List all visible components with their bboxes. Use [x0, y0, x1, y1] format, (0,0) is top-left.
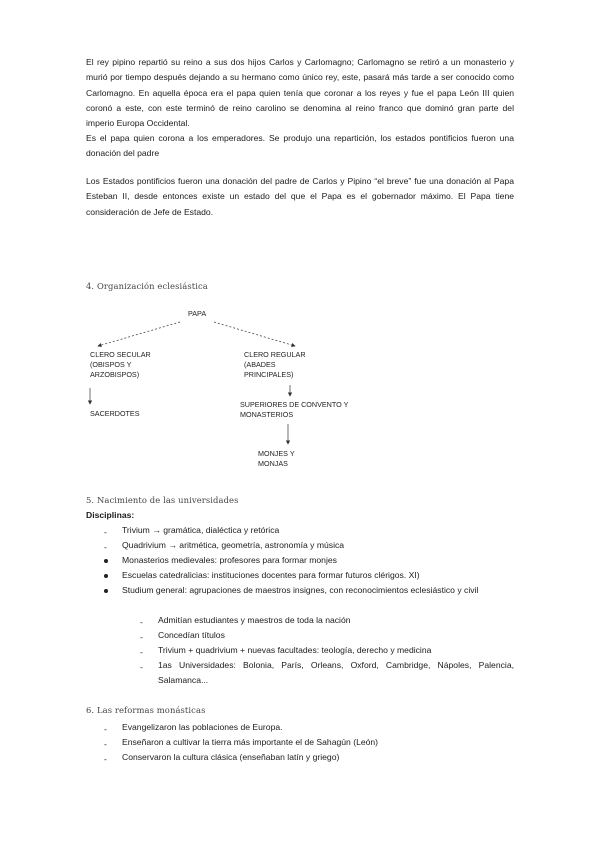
- connector-papa-regular: [214, 322, 295, 346]
- chart-node-superiores: SUPERIORES DE CONVENTO Y MONASTERIOS: [240, 400, 349, 419]
- bullet-dot: [104, 559, 108, 563]
- list-item-cultivar: Enseñaron a cultivar la tierra más importante el de Sahagún (León): [122, 737, 379, 747]
- list-item-cultura-clasica: Conservaron la cultura clásica (enseñaban latín y griego): [122, 752, 340, 762]
- bullet-dot: [104, 574, 108, 578]
- bullet-dot: [104, 589, 108, 593]
- list-item-monasterios: Monasterios medievales: profesores para formar monjes: [122, 555, 337, 565]
- sublist-item-facultades: Trivium + quadrivium + nuevas facultades: teología, derecho y medicina: [158, 645, 432, 655]
- section-heading-reformas: 6. Las reformas monásticas: [86, 705, 206, 715]
- sublist-item-titulos: Concedían títulos: [158, 630, 225, 640]
- list-dash: -: [104, 527, 107, 537]
- chart-node-clero-secular: CLERO SECULAR (OBISPOS Y ARZOBISPOS): [90, 350, 151, 379]
- list-dash: -: [104, 739, 107, 749]
- list-item-evangelizaron: Evangelizaron las poblaciones de Europa.: [122, 722, 283, 732]
- list-dash: -: [140, 647, 143, 657]
- paragraph-popes: Es el papa quien corona a los emperadores. Se produjo una repartición, los estados pontificios fueron una donación del padre: [86, 133, 514, 159]
- sublist-item-admitian: Admitían estudiantes y maestros de toda la nación: [158, 615, 351, 625]
- paragraph-carolingian: El rey pipino repartió su reino a sus dos hijos Carlos y Carlomagno; Carlomagno se retiró a un monasterio y murió por tiempo después dejando a su hermano como único rey, este, pasará más tarde a ser conocido como Carlomagno. En aquella época era el papa quien tenía que coronar a los reyes y fue el papa León III quien coronó a este, con este terminó de reino carolino se denomina al reino franco que dominó gran parte del imperio Europa Occidental.: [86, 57, 514, 129]
- section-heading-universidades: 5. Nacimiento de las universidades: [86, 495, 239, 505]
- list-item-escuelas: Escuelas catedralicias: instituciones docentes para formar futuros clérigos. XI): [122, 570, 420, 580]
- chart-node-sacerdotes: SACERDOTES: [90, 409, 140, 418]
- list-dash: -: [104, 754, 107, 764]
- chart-node-monjes: MONJES Y MONJAS: [258, 449, 295, 468]
- list-dash: -: [140, 632, 143, 642]
- chart-node-papa: PAPA: [188, 309, 207, 318]
- connector-papa-secular: [98, 322, 180, 346]
- list-item-studium: Studium general: agrupaciones de maestros insignes, con reconocimientos eclesiástico y civil: [122, 585, 479, 595]
- list-dash: -: [104, 542, 107, 552]
- list-dash: -: [140, 662, 143, 672]
- disciplinas-label: Disciplinas:: [86, 510, 135, 520]
- paragraph-papal-states: Los Estados pontificios fueron una donación del padre de Carlos y Pipino “el breve” fue una donación al Papa Esteban II, desde entonces existe un estado del que el Papa es el gobernador máximo. El Papa tiene consideración de Jefe de Estado.: [86, 176, 514, 217]
- section-heading-organizacion: 4. Organización eclesiástica: [86, 281, 208, 291]
- list-item-quadrivium: Quadrivium → aritmética, geometría, astronomía y música: [122, 540, 345, 550]
- list-dash: -: [104, 724, 107, 734]
- list-item-trivium: Trivium → gramática, dialéctica y retórica: [122, 525, 280, 535]
- chart-node-clero-regular: CLERO REGULAR (ABADES PRINCIPALES): [244, 350, 306, 379]
- list-dash: -: [140, 617, 143, 627]
- sublist-item-universidades: 1as Universidades: Bolonia, París, Orleans, Oxford, Cambridge, Nápoles, Palencia, Salamanca...: [158, 660, 514, 686]
